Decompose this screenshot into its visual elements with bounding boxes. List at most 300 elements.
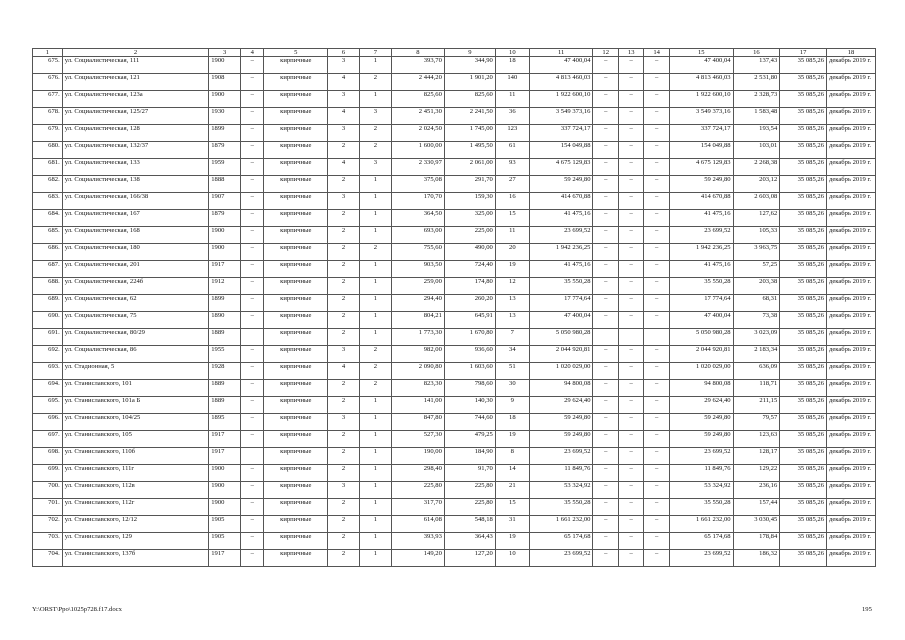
cost-total-cell: 2 044 920,81 [529,346,593,363]
address-cell: ул. Социалистическая, 111 [62,57,209,74]
residents-cell: 14 [495,465,529,482]
cost-repair-cell: 17 774,64 [669,295,733,312]
col-4-cell: – [241,397,264,414]
year-built-cell: 1917 [209,448,241,465]
col-14-cell: – [644,380,669,397]
col-12-cell: – [593,193,618,210]
floors-cell: 2 [328,533,360,550]
floors-cell: 3 [328,414,360,431]
cost-total-cell: 47 400,04 [529,312,593,329]
table-row [33,346,876,363]
col-12-cell: – [593,74,618,91]
living-area-cell: 225,00 [444,227,495,244]
wall-material-cell: кирпичные [264,57,328,74]
cost-repair-cell: 1 020 029,00 [669,363,733,380]
row-number-cell: 700. [33,482,63,499]
col-4-cell: – [241,550,264,567]
row-number-cell: 676. [33,74,63,91]
unit-cost-cell: 35 085,26 [780,465,827,482]
row-number-cell: 677. [33,91,63,108]
column-number-1: 1 [33,49,63,57]
col-12-cell: – [593,142,618,159]
unit-cost-cell: 35 085,26 [780,295,827,312]
col-13-cell: – [618,227,643,244]
row-number-cell: 683. [33,193,63,210]
cost-repair-cell: 47 400,04 [669,312,733,329]
living-area-cell: 140,30 [444,397,495,414]
floors-cell: 4 [328,108,360,125]
year-built-cell: 1917 [209,550,241,567]
total-area-cell: 393,93 [391,533,444,550]
col-13-cell: – [618,108,643,125]
year-built-cell: 1889 [209,397,241,414]
wall-material-cell: кирпичные [264,431,328,448]
col-13-cell: – [618,550,643,567]
unit-cost-cell: 35 085,26 [780,74,827,91]
entrances-cell: 1 [359,176,391,193]
repair-period-cell: декабрь 2019 г. [826,210,875,227]
row-number-cell: 682. [33,176,63,193]
cost-total-cell: 1 020 029,00 [529,363,593,380]
cost-total-cell: 41 475,16 [529,261,593,278]
col-13-cell: – [618,125,643,142]
entrances-cell: 2 [359,125,391,142]
floors-cell: 3 [328,91,360,108]
col-12-cell: – [593,533,618,550]
address-cell: ул. Станиславского, 101а Б [62,397,209,414]
cost-total-cell: 94 800,08 [529,380,593,397]
cost-total-cell: 35 550,28 [529,278,593,295]
floors-cell: 2 [328,312,360,329]
wall-material-cell: кирпичные [264,210,328,227]
unit-cost-cell: 35 085,26 [780,278,827,295]
floors-cell: 2 [328,142,360,159]
col-14-cell [644,329,669,346]
entrances-cell: 3 [359,108,391,125]
col-4-cell [241,448,264,465]
address-cell: ул. Станиславского, 112г [62,499,209,516]
year-built-cell: 1900 [209,227,241,244]
year-built-cell: 1900 [209,57,241,74]
repair-period-cell: декабрь 2019 г. [826,74,875,91]
cost-total-cell: 59 249,80 [529,431,593,448]
repair-period-cell: декабрь 2019 г. [826,91,875,108]
living-area-cell: 825,60 [444,91,495,108]
cost-per-sqm-cell: 236,16 [733,482,780,499]
residents-cell: 12 [495,278,529,295]
unit-cost-cell: 35 085,26 [780,380,827,397]
year-built-cell: 1899 [209,295,241,312]
wall-material-cell: кирпичные [264,414,328,431]
column-number-8: 8 [391,49,444,57]
cost-repair-cell: 23 699,52 [669,227,733,244]
repair-period-cell: декабрь 2019 г. [826,533,875,550]
total-area-cell: 1 600,00 [391,142,444,159]
cost-repair-cell: 2 044 920,81 [669,346,733,363]
row-number-cell: 684. [33,210,63,227]
table-row [33,312,876,329]
entrances-cell: 1 [359,533,391,550]
col-13-cell: – [618,346,643,363]
col-14-cell: – [644,278,669,295]
col-4-cell: – [241,244,264,261]
table-row [33,244,876,261]
floors-cell: 2 [328,550,360,567]
cost-total-cell: 35 550,28 [529,499,593,516]
address-cell: ул. Станиславского, 110б [62,448,209,465]
cost-per-sqm-cell: 68,31 [733,295,780,312]
entrances-cell: 2 [359,74,391,91]
cost-repair-cell: 4 813 460,03 [669,74,733,91]
residents-cell: 7 [495,329,529,346]
unit-cost-cell: 35 085,26 [780,125,827,142]
column-number-4: 4 [241,49,264,57]
col-14-cell: – [644,125,669,142]
living-area-cell: 1 670,80 [444,329,495,346]
year-built-cell: 1905 [209,516,241,533]
cost-total-cell: 53 324,92 [529,482,593,499]
repair-period-cell: декабрь 2019 г. [826,465,875,482]
wall-material-cell: кирпичные [264,176,328,193]
cost-total-cell: 65 174,68 [529,533,593,550]
repair-period-cell: декабрь 2019 г. [826,261,875,278]
col-4-cell: – [241,380,264,397]
table-row [33,142,876,159]
col-12-cell: – [593,210,618,227]
cost-repair-cell: 23 699,52 [669,448,733,465]
floors-cell: 4 [328,74,360,91]
unit-cost-cell: 35 085,26 [780,193,827,210]
row-number-cell: 680. [33,142,63,159]
residents-cell: 8 [495,448,529,465]
year-built-cell: 1908 [209,74,241,91]
row-number-cell: 692. [33,346,63,363]
cost-repair-cell: 1 942 236,25 [669,244,733,261]
total-area-cell: 259,00 [391,278,444,295]
col-12-cell: – [593,499,618,516]
cost-repair-cell: 59 249,80 [669,431,733,448]
year-built-cell: 1879 [209,210,241,227]
col-14-cell: – [644,431,669,448]
col-4-cell: – [241,176,264,193]
floors-cell: 2 [328,329,360,346]
cost-repair-cell: 337 724,17 [669,125,733,142]
address-cell: ул. Социалистическая, 62 [62,295,209,312]
col-12-cell: – [593,278,618,295]
cost-repair-cell: 47 400,04 [669,57,733,74]
col-12-cell: – [593,125,618,142]
address-cell: ул. Социалистическая, 80/29 [62,329,209,346]
column-number-6: 6 [328,49,360,57]
repair-period-cell: декабрь 2019 г. [826,550,875,567]
entrances-cell: 1 [359,431,391,448]
col-12-cell: – [593,482,618,499]
cost-repair-cell: 4 675 129,83 [669,159,733,176]
repair-period-cell: декабрь 2019 г. [826,312,875,329]
column-number-3: 3 [209,49,241,57]
address-cell: ул. Станиславского, 129 [62,533,209,550]
col-4-cell: – [241,57,264,74]
col-12-cell: – [593,397,618,414]
cost-total-cell: 3 549 373,16 [529,108,593,125]
residents-cell: 18 [495,57,529,74]
col-12-cell: – [593,465,618,482]
year-built-cell: 1912 [209,278,241,295]
cost-total-cell: 41 475,16 [529,210,593,227]
address-cell: ул. Социалистическая, 138 [62,176,209,193]
living-area-cell: 127,20 [444,550,495,567]
address-cell: ул. Социалистическая, 133 [62,159,209,176]
total-area-cell: 2 330,97 [391,159,444,176]
unit-cost-cell: 35 085,26 [780,329,827,346]
entrances-cell: 1 [359,261,391,278]
table-row [33,210,876,227]
table-body [33,49,876,567]
wall-material-cell: кирпичные [264,363,328,380]
wall-material-cell: кирпичные [264,261,328,278]
col-12-cell: – [593,550,618,567]
row-number-cell: 679. [33,125,63,142]
residents-cell: 34 [495,346,529,363]
unit-cost-cell: 35 085,26 [780,533,827,550]
col-12-cell: – [593,227,618,244]
residents-cell: 15 [495,210,529,227]
column-number-15: 15 [669,49,733,57]
row-number-cell: 704. [33,550,63,567]
address-cell: ул. Социалистическая, 132/37 [62,142,209,159]
cost-repair-cell: 1 922 600,10 [669,91,733,108]
col-12-cell: – [593,159,618,176]
cost-total-cell: 59 249,80 [529,176,593,193]
table-row [33,533,876,550]
year-built-cell: 1905 [209,533,241,550]
col-14-cell: – [644,227,669,244]
col-4-cell: – [241,431,264,448]
col-4-cell: – [241,261,264,278]
unit-cost-cell: 35 085,26 [780,550,827,567]
repair-period-cell: декабрь 2019 г. [826,346,875,363]
col-13-cell: – [618,516,643,533]
unit-cost-cell: 35 085,26 [780,397,827,414]
living-area-cell: 325,00 [444,210,495,227]
col-13-cell: – [618,448,643,465]
col-13-cell: – [618,261,643,278]
unit-cost-cell: 35 085,26 [780,91,827,108]
col-4-cell: – [241,295,264,312]
total-area-cell: 614,08 [391,516,444,533]
floors-cell: 2 [328,516,360,533]
unit-cost-cell: 35 085,26 [780,414,827,431]
repair-period-cell: декабрь 2019 г. [826,363,875,380]
column-number-18: 18 [826,49,875,57]
cost-per-sqm-cell: 128,17 [733,448,780,465]
row-number-cell: 686. [33,244,63,261]
entrances-cell: 1 [359,465,391,482]
total-area-cell: 298,40 [391,465,444,482]
year-built-cell: 1879 [209,142,241,159]
cost-repair-cell: 5 050 980,28 [669,329,733,346]
total-area-cell: 141,00 [391,397,444,414]
residents-cell: 30 [495,380,529,397]
col-14-cell: – [644,312,669,329]
residents-cell: 36 [495,108,529,125]
table-row [33,482,876,499]
floors-cell: 2 [328,176,360,193]
wall-material-cell: кирпичные [264,516,328,533]
row-number-cell: 687. [33,261,63,278]
wall-material-cell: кирпичные [264,74,328,91]
total-area-cell: 393,70 [391,57,444,74]
column-number-12: 12 [593,49,618,57]
unit-cost-cell: 35 085,26 [780,499,827,516]
year-built-cell: 1890 [209,312,241,329]
col-12-cell: – [593,414,618,431]
repair-period-cell: декабрь 2019 г. [826,142,875,159]
col-4-cell: – [241,278,264,295]
residents-cell: 16 [495,193,529,210]
col-14-cell: – [644,414,669,431]
col-13-cell: – [618,533,643,550]
wall-material-cell: кирпичные [264,397,328,414]
floors-cell: 3 [328,193,360,210]
total-area-cell: 527,30 [391,431,444,448]
living-area-cell: 548,18 [444,516,495,533]
total-area-cell: 825,60 [391,91,444,108]
entrances-cell: 1 [359,499,391,516]
row-number-cell: 693. [33,363,63,380]
year-built-cell: 1928 [209,363,241,380]
total-area-cell: 364,50 [391,210,444,227]
col-4-cell: – [241,210,264,227]
col-13-cell: – [618,295,643,312]
repair-period-cell: декабрь 2019 г. [826,499,875,516]
address-cell: ул. Станиславского, 111г [62,465,209,482]
cost-repair-cell: 53 324,92 [669,482,733,499]
table-row [33,550,876,567]
table-row [33,159,876,176]
wall-material-cell: кирпичные [264,227,328,244]
residents-cell: 123 [495,125,529,142]
cost-per-sqm-cell: 2 268,38 [733,159,780,176]
cost-per-sqm-cell: 137,43 [733,57,780,74]
col-12-cell: – [593,431,618,448]
residents-cell: 9 [495,397,529,414]
repair-period-cell: декабрь 2019 г. [826,159,875,176]
total-area-cell: 170,70 [391,193,444,210]
col-14-cell: – [644,295,669,312]
total-area-cell: 2 451,30 [391,108,444,125]
cost-per-sqm-cell: 211,15 [733,397,780,414]
total-area-cell: 190,00 [391,448,444,465]
year-built-cell: 1917 [209,431,241,448]
repair-period-cell: декабрь 2019 г. [826,431,875,448]
cost-per-sqm-cell: 2 603,08 [733,193,780,210]
entrances-cell: 1 [359,295,391,312]
cost-total-cell: 59 249,80 [529,414,593,431]
cost-total-cell: 23 699,52 [529,227,593,244]
cost-per-sqm-cell: 2 183,34 [733,346,780,363]
entrances-cell: 2 [359,363,391,380]
row-number-cell: 698. [33,448,63,465]
floors-cell: 2 [328,210,360,227]
residents-cell: 13 [495,312,529,329]
col-4-cell: – [241,414,264,431]
col-14-cell: – [644,261,669,278]
total-area-cell: 847,80 [391,414,444,431]
unit-cost-cell: 35 085,26 [780,482,827,499]
cost-total-cell: 1 942 236,25 [529,244,593,261]
col-14-cell: – [644,91,669,108]
wall-material-cell: кирпичные [264,380,328,397]
repair-period-cell: декабрь 2019 г. [826,448,875,465]
unit-cost-cell: 35 085,26 [780,210,827,227]
column-number-11: 11 [529,49,593,57]
year-built-cell: 1907 [209,193,241,210]
floors-cell: 2 [328,244,360,261]
table-row [33,176,876,193]
floors-cell: 2 [328,499,360,516]
total-area-cell: 804,21 [391,312,444,329]
col-13-cell: – [618,142,643,159]
year-built-cell: 1899 [209,125,241,142]
total-area-cell: 693,00 [391,227,444,244]
col-14-cell: – [644,465,669,482]
col-4-cell: – [241,346,264,363]
row-number-cell: 678. [33,108,63,125]
row-number-cell: 688. [33,278,63,295]
residents-cell: 15 [495,499,529,516]
floors-cell: 4 [328,363,360,380]
col-13-cell: – [618,210,643,227]
row-number-cell: 702. [33,516,63,533]
col-13-cell: – [618,244,643,261]
cost-per-sqm-cell: 203,38 [733,278,780,295]
table-row [33,108,876,125]
entrances-cell: 1 [359,329,391,346]
residents-cell: 19 [495,261,529,278]
data-table [32,48,876,567]
cost-repair-cell: 1 661 232,00 [669,516,733,533]
table-row [33,363,876,380]
wall-material-cell: кирпичные [264,346,328,363]
address-cell: ул. Станиславского, 104/25 [62,414,209,431]
col-14-cell: – [644,244,669,261]
wall-material-cell: кирпичные [264,142,328,159]
column-number-13: 13 [618,49,643,57]
column-number-10: 10 [495,49,529,57]
entrances-cell: 1 [359,227,391,244]
living-area-cell: 291,70 [444,176,495,193]
address-cell: ул. Станиславского, 137б [62,550,209,567]
col-13-cell: – [618,380,643,397]
col-13-cell: – [618,278,643,295]
residents-cell: 19 [495,533,529,550]
total-area-cell: 294,40 [391,295,444,312]
col-14-cell: – [644,74,669,91]
year-built-cell: 1900 [209,244,241,261]
cost-per-sqm-cell: 3 963,75 [733,244,780,261]
floors-cell: 4 [328,159,360,176]
repair-period-cell: декабрь 2019 г. [826,397,875,414]
col-4-cell: – [241,91,264,108]
year-built-cell: 1900 [209,499,241,516]
col-13-cell: – [618,482,643,499]
cost-total-cell: 4 675 129,83 [529,159,593,176]
cost-repair-cell: 41 475,16 [669,210,733,227]
residents-cell: 61 [495,142,529,159]
cost-total-cell: 5 050 980,28 [529,329,593,346]
table-row [33,414,876,431]
